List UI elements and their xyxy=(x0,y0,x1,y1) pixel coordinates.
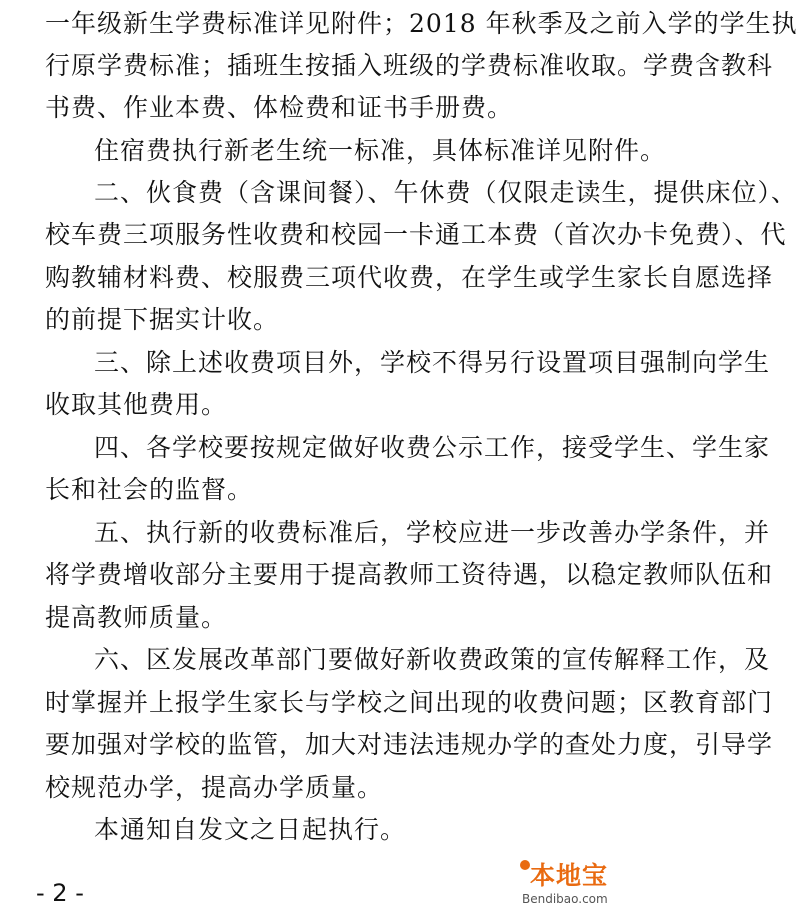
text-line: 要加强对学校的监管，加大对违法违规办学的查处力度，引导学 xyxy=(45,730,774,759)
text-line: 将学费增收部分主要用于提高教师工资待遇，以稳定教师队伍和 xyxy=(45,560,774,589)
text-line: 六、区发展改革部门要做好新收费政策的宣传解释工作，及 xyxy=(94,645,771,674)
text-line: 校车费三项服务性收费和校园一卡通工本费（首次办卡免费）、代 xyxy=(45,220,787,249)
text-line: 提高教师质量。 xyxy=(45,603,228,632)
watermark-title: 本地宝 xyxy=(530,861,609,890)
text-line: 长和社会的监督。 xyxy=(45,475,254,504)
text-line: 收取其他费用。 xyxy=(45,390,228,419)
text-line: 三、除上述收费项目外，学校不得另行设置项目强制向学生 xyxy=(94,348,771,377)
text-line: 本通知自发文之日起执行。 xyxy=(94,815,407,844)
text-line: 一年级新生学费标准详见附件；2018 年秋季及之前入学的学生执 xyxy=(45,9,798,38)
watermark-logo xyxy=(520,856,638,914)
text-line: 校规范办学，提高办学质量。 xyxy=(45,773,384,802)
text-line: 时掌握并上报学生家长与学校之间出现的收费问题；区教育部门 xyxy=(45,688,774,717)
location-pin-icon xyxy=(520,860,530,870)
text-line: 五、执行新的收费标准后，学校应进一步改善办学条件，并 xyxy=(94,518,771,547)
watermark-url: Bendibao.com xyxy=(522,892,608,906)
text-line: 住宿费执行新老生统一标准，具体标准详见附件。 xyxy=(94,136,667,165)
text-line: 行原学费标准；插班生按插入班级的学费标准收取。学费含教科 xyxy=(45,51,774,80)
text-line: 的前提下据实计收。 xyxy=(45,305,280,334)
text-line: 四、各学校要按规定做好收费公示工作，接受学生、学生家 xyxy=(94,433,771,462)
text-line: 二、伙食费（含课间餐）、午休费（仅限走读生，提供床位）、 xyxy=(94,178,798,207)
text-line: 购教辅材料费、校服费三项代收费，在学生或学生家长自愿选择 xyxy=(45,263,774,292)
text-line: 书费、作业本费、体检费和证书手册费。 xyxy=(45,93,514,122)
page-number: - 2 - xyxy=(36,879,84,907)
